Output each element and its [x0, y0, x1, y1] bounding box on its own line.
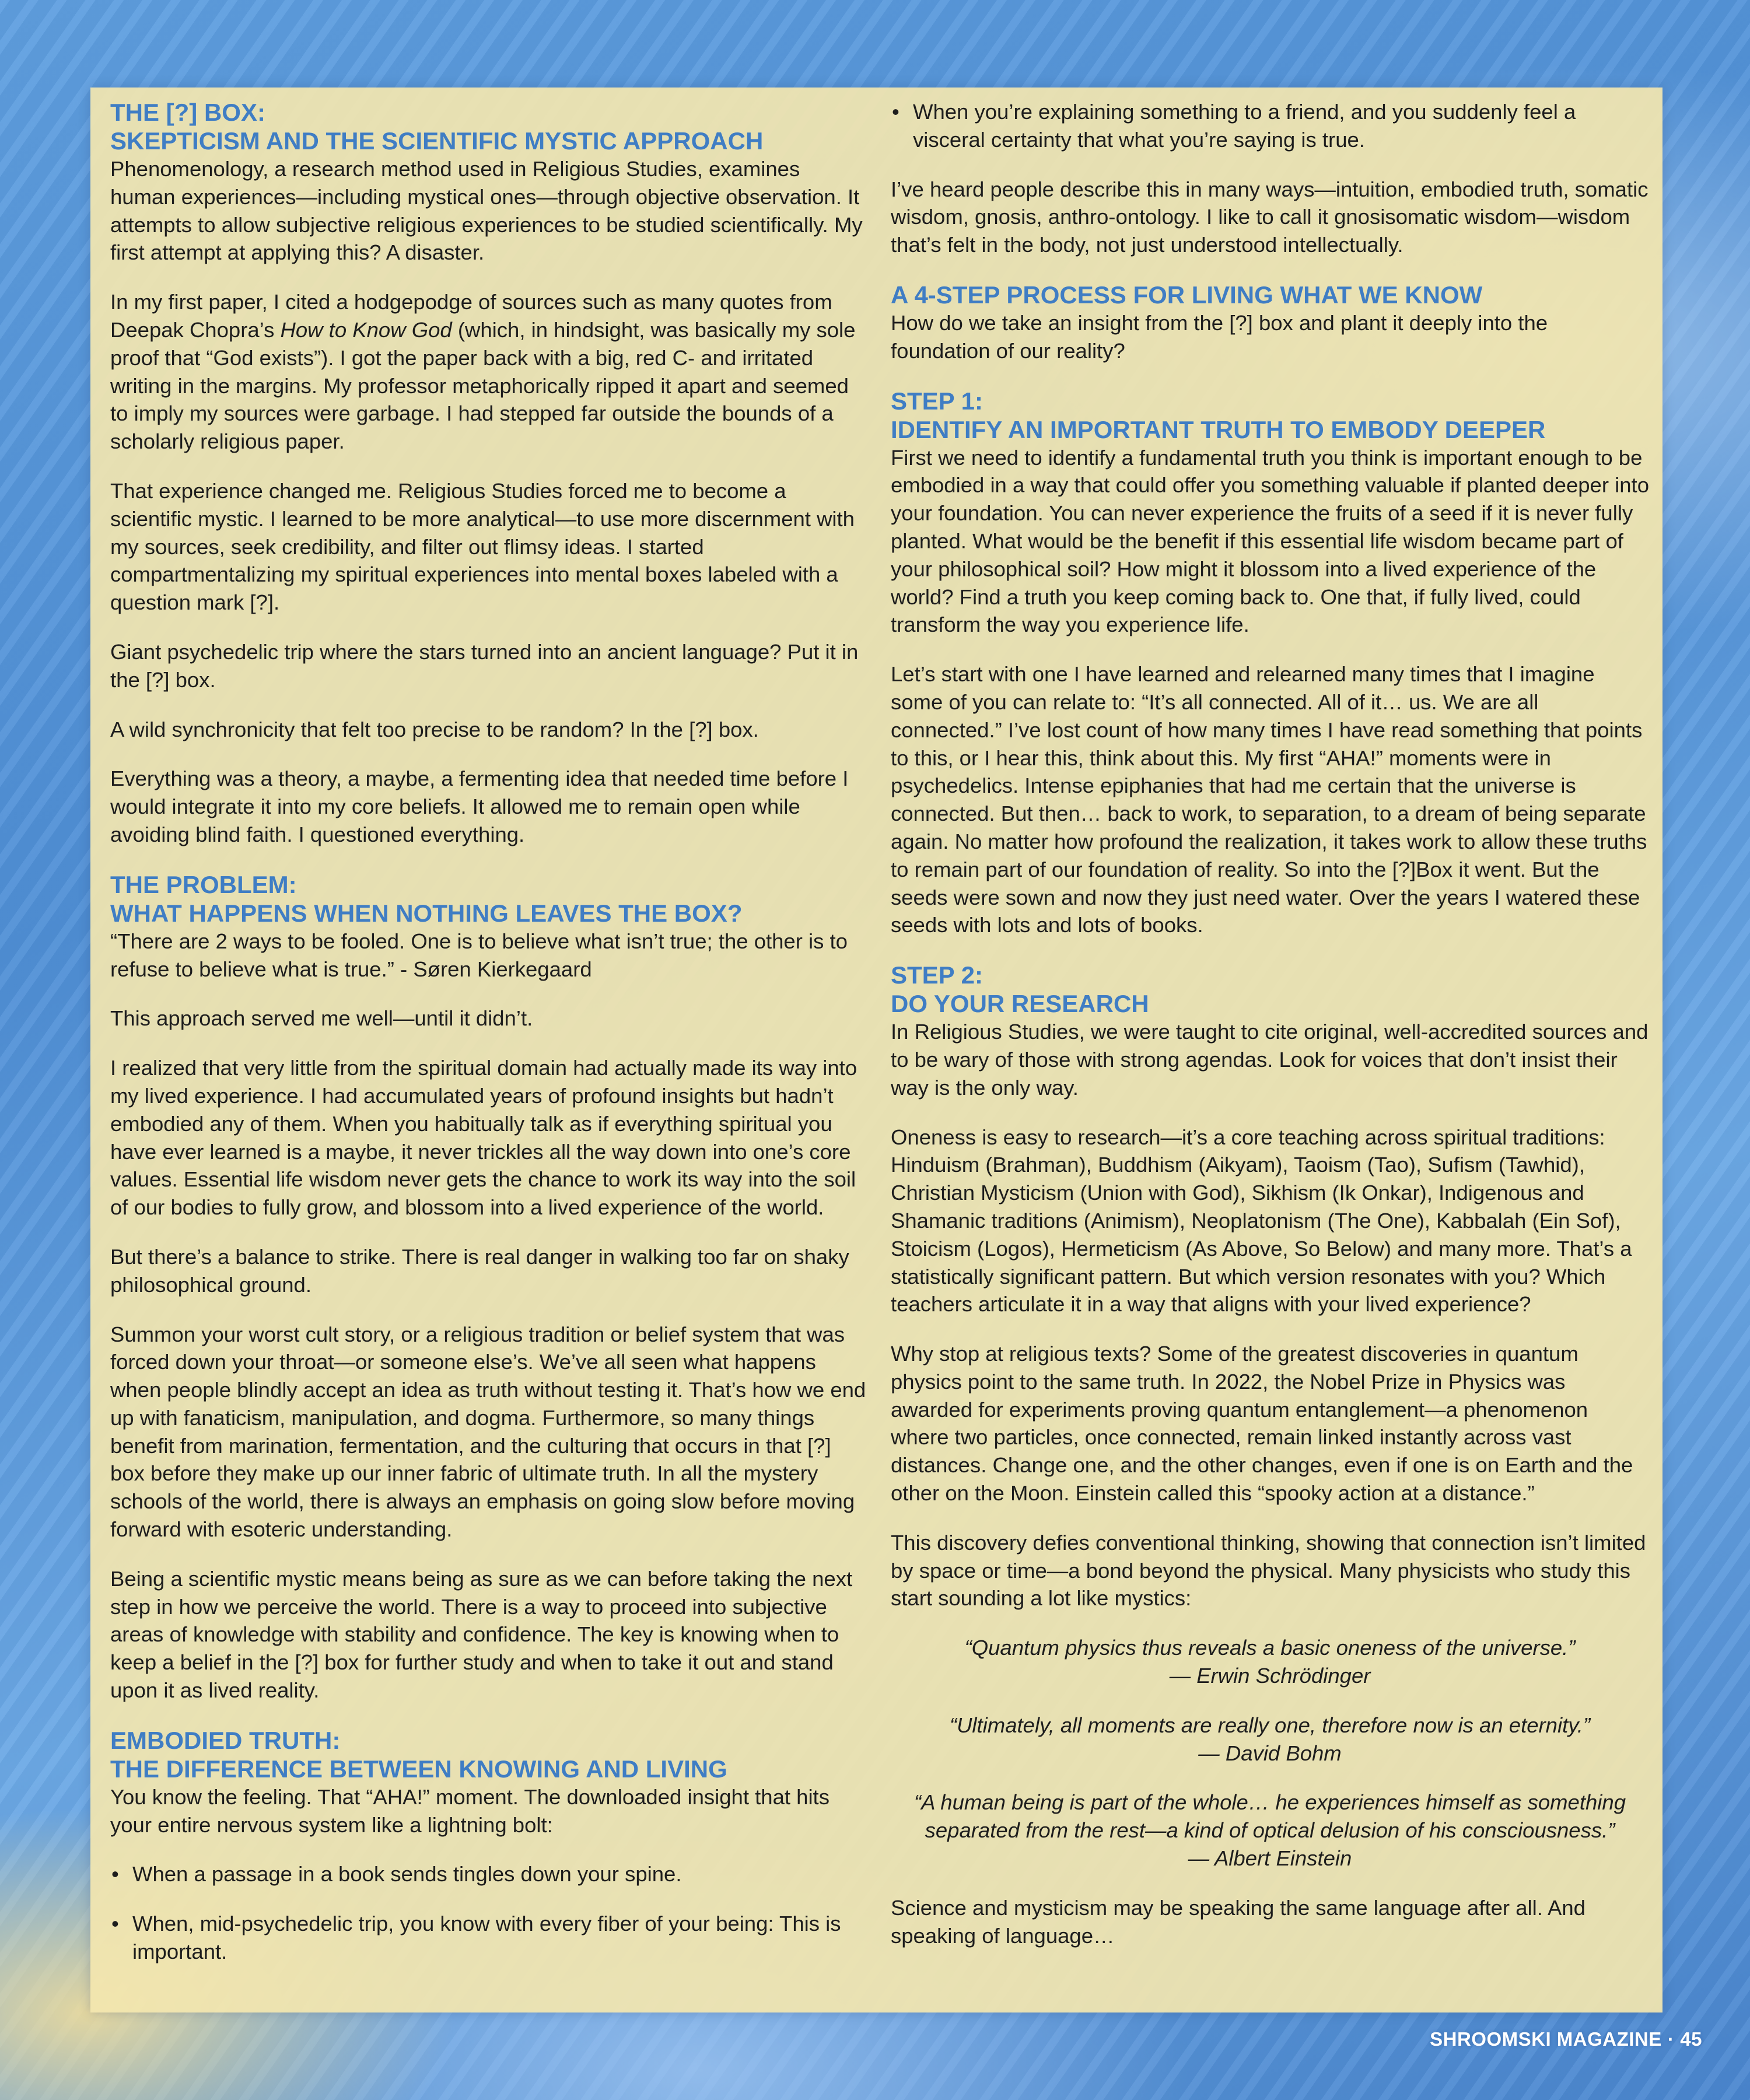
paragraph: Giant psychedelic trip where the stars turned into an ancient language? Put it in the [?] box.	[110, 639, 859, 692]
paragraph: This discovery defies conventional thinking, showing that connection isn’t limited by space or time—a bond beyond the physical. Many physicists who study this start sounding a lot like mystics:	[891, 1530, 1646, 1611]
kierkegaard-quote: “There are 2 ways to be fooled. One is to believe what isn’t true; the other is to refuse to believe what is true.” - Søren Kierkegaard	[110, 929, 848, 981]
section-heading-embodied-truth: EMBODIED TRUTH: THE DIFFERENCE BETWEEN KNOWING AND LIVING	[110, 1726, 727, 1783]
paragraph: This approach served me well—until it didn’t.	[110, 1006, 533, 1031]
paragraph: Science and mysticism may be speaking the same language after all. And speaking of language…	[891, 1895, 1586, 1948]
paragraph: You know the feeling. That “AHA!” moment. The downloaded insight that hits your entire nervous system like a lightning bolt:	[110, 1784, 830, 1837]
footer-separator: ·	[1667, 2028, 1675, 2050]
book-title: How to Know God	[280, 317, 452, 342]
einstein-quote: “A human being is part of the whole… he experiences himself as something separated from the rest—a kind of optical delusion of his consciousness.” — Albert Einstein	[914, 1790, 1626, 1871]
list-item: • When you’re explaining something to a friend, and you suddenly feel a visceral certainty that what you’re saying is true.	[891, 98, 1649, 154]
paragraph: I realized that very little from the spiritual domain had actually made its way into my lived experience. I had accumulated years of profound insights but hadn’t embodied any of them. When you habitually talk as if everything spiritual you have ever learned is a maybe, it never trickles all the way down into one’s core values. Essential life wisdom never gets the chance to work its way into the soil of our bodies to fully grow, and blossom into a lived experience of the world.	[110, 1056, 858, 1220]
schrodinger-quote: “Quantum physics thus reveals a basic oneness of the universe.” — Erwin Schrödinger	[964, 1636, 1576, 1688]
section-heading-4-step: A 4-STEP PROCESS FOR LIVING WHAT WE KNOW	[891, 281, 1483, 309]
section-heading-box: THE [?] BOX: SKEPTICISM AND THE SCIENTIFIC MYSTIC APPROACH	[110, 99, 764, 155]
page-footer	[1430, 2028, 1702, 2050]
paragraph: In Religious Studies, we were taught to cite original, well-accredited sources and to be wary of those with strong agendas. Look for voices that don’t insist their way is the only way.	[891, 1020, 1648, 1100]
paragraph: Oneness is easy to research—it’s a core teaching across spiritual traditions: Hinduism (Brahman), Buddhism (Aikyam), Taoism (Tao), Sufism (Tawhid), Christian Mysticism (Union with God), Sikhism (Ik Onkar), Indigenous and Shamanic traditions (Animism), Neoplatonism (The One), Kabbalah (Ein Sof), Stoicism (Logos), Hermeticism (As Above, So Below) and many more. That’s a statistically significant pattern. But which version resonates with you? Which teachers articulate it in a way that aligns with your lived experience?	[891, 1125, 1632, 1317]
paragraph: I’ve heard people describe this in many ways—intuition, embodied truth, somatic wisdom, gnosis, anthro-ontology. I like to call it gnosisomatic wisdom—wisdom that’s felt in the body, not just understood intellectually.	[891, 177, 1648, 257]
article-panel	[90, 88, 1662, 2013]
right-column	[891, 98, 1649, 1971]
paragraph: Phenomenology, a research method used in Religious Studies, examines human experiences—including mystical ones—through objective observation. It attempts to allow subjective religious experiences to be studied scientifically. My first attempt at applying this? A disaster.	[110, 157, 863, 265]
left-column	[110, 98, 869, 1987]
paragraph: How do we take an insight from the [?] box and plant it deeply into the foundation of our reality?	[891, 310, 1548, 363]
paragraph: Summon your worst cult story, or a religious tradition or belief system that was forced down your throat—or someone else’s. We’ve all seen what happens when people blindly accept an idea as truth without testing it. That’s how we end up with fanaticism, manipulation, and dogma. Furthermore, so many things benefit from marination, fermentation, and the culturing that occurs in that [?] box before they make up our inner fabric of ultimate truth. In all the mystery schools of the world, there is always an emphasis on going slow before moving forward with esoteric understanding.	[110, 1322, 866, 1542]
section-heading-step-2: STEP 2: DO YOUR RESEARCH	[891, 961, 1149, 1018]
paragraph: First we need to identify a fundamental truth you think is important enough to be embodied in a way that could offer you something valuable if planted deeper into your foundation. You can never experience the fruits of a seed if it is never fully planted. What would be the benefit if this essential life wisdom became part of your philosophical soil? How might it blossom into a lived experience of the world? Find a truth you keep coming back to. One that, if fully lived, could transform the way you experience life.	[891, 445, 1649, 637]
paragraph: That experience changed me. Religious Studies forced me to become a scientific mystic. I learned to be more analytical—to use more discernment with my sources, seek credibility, and filter out flimsy ideas. I started compartmentalizing my spiritual experiences into mental boxes labeled with a question mark [?].	[110, 478, 855, 615]
bohm-quote: “Ultimately, all moments are really one, therefore now is an eternity.” — David Bohm	[949, 1713, 1591, 1765]
section-heading-problem: THE PROBLEM: WHAT HAPPENS WHEN NOTHING LEAVES THE BOX?	[110, 870, 743, 927]
page-number: 45	[1680, 2028, 1702, 2050]
magazine-name: SHROOMSKI MAGAZINE	[1430, 2028, 1662, 2050]
bullet-list-continued	[891, 98, 1649, 154]
section-heading-step-1: STEP 1: IDENTIFY AN IMPORTANT TRUTH TO EMBODY DEEPER	[891, 387, 1546, 443]
paragraph: Let’s start with one I have learned and relearned many times that I imagine some of you can relate to: “It’s all connected. All of it… us. We are all connected.” I’ve lost count of how many times I have read something that points to this, or I hear this, think about this. My first “AHA!” moments were in psychedelics. Intense epiphanies that had me certain that the universe is connected. But then… back to work, to separation, to a dream of being separate again. No matter how profound the realization, it takes work to allow these truths to remain part of our foundation of reality. So into the [?]Box it went. But the seeds were sown and now they just need water. Over the years I watered these seeds with lots and lots of books.	[891, 662, 1647, 937]
paragraph: Why stop at religious texts? Some of the greatest discoveries in quantum physics point to the same truth. In 2022, the Nobel Prize in Physics was awarded for experiments proving quantum entanglement—a phenomenon where two particles, once connected, remain linked instantly across vast distances. Change one, and the other changes, even if one is on Earth and the other on the Moon. Einstein called this “spooky action at a distance.”	[891, 1342, 1633, 1506]
paragraph: In my first paper, I cited a hodgepodge of sources such as many quotes from Deepak Chopra’s How to Know God (which, in hindsight, was basically my sole proof that “God exists”). I got the paper back with a big, red C- and irritated writing in the margins. My professor metaphorically ripped it apart and seemed to imply my sources were garbage. I had stepped far outside the bounds of a scholarly religious paper.	[110, 290, 856, 454]
paragraph: A wild synchronicity that felt too precise to be random? In the [?] box.	[110, 717, 759, 741]
bullet-list	[110, 1860, 869, 1965]
paragraph: Everything was a theory, a maybe, a fermenting idea that needed time before I would integrate it into my core beliefs. It allowed me to remain open while avoiding blind faith. I questioned everything.	[110, 766, 849, 846]
list-item: • When, mid-psychedelic trip, you know with every fiber of your being: This is important.	[110, 1910, 869, 1966]
paragraph: But there’s a balance to strike. There is real danger in walking too far on shaky philosophical ground.	[110, 1244, 849, 1297]
paragraph: Being a scientific mystic means being as sure as we can before taking the next step in how we perceive the world. There is a way to proceed into subjective areas of knowledge with stability and confidence. The key is knowing when to keep a belief in the [?] box for further study and when to take it out and stand upon it as lived reality.	[110, 1566, 853, 1703]
list-item: • When a passage in a book sends tingles down your spine.	[110, 1860, 869, 1888]
